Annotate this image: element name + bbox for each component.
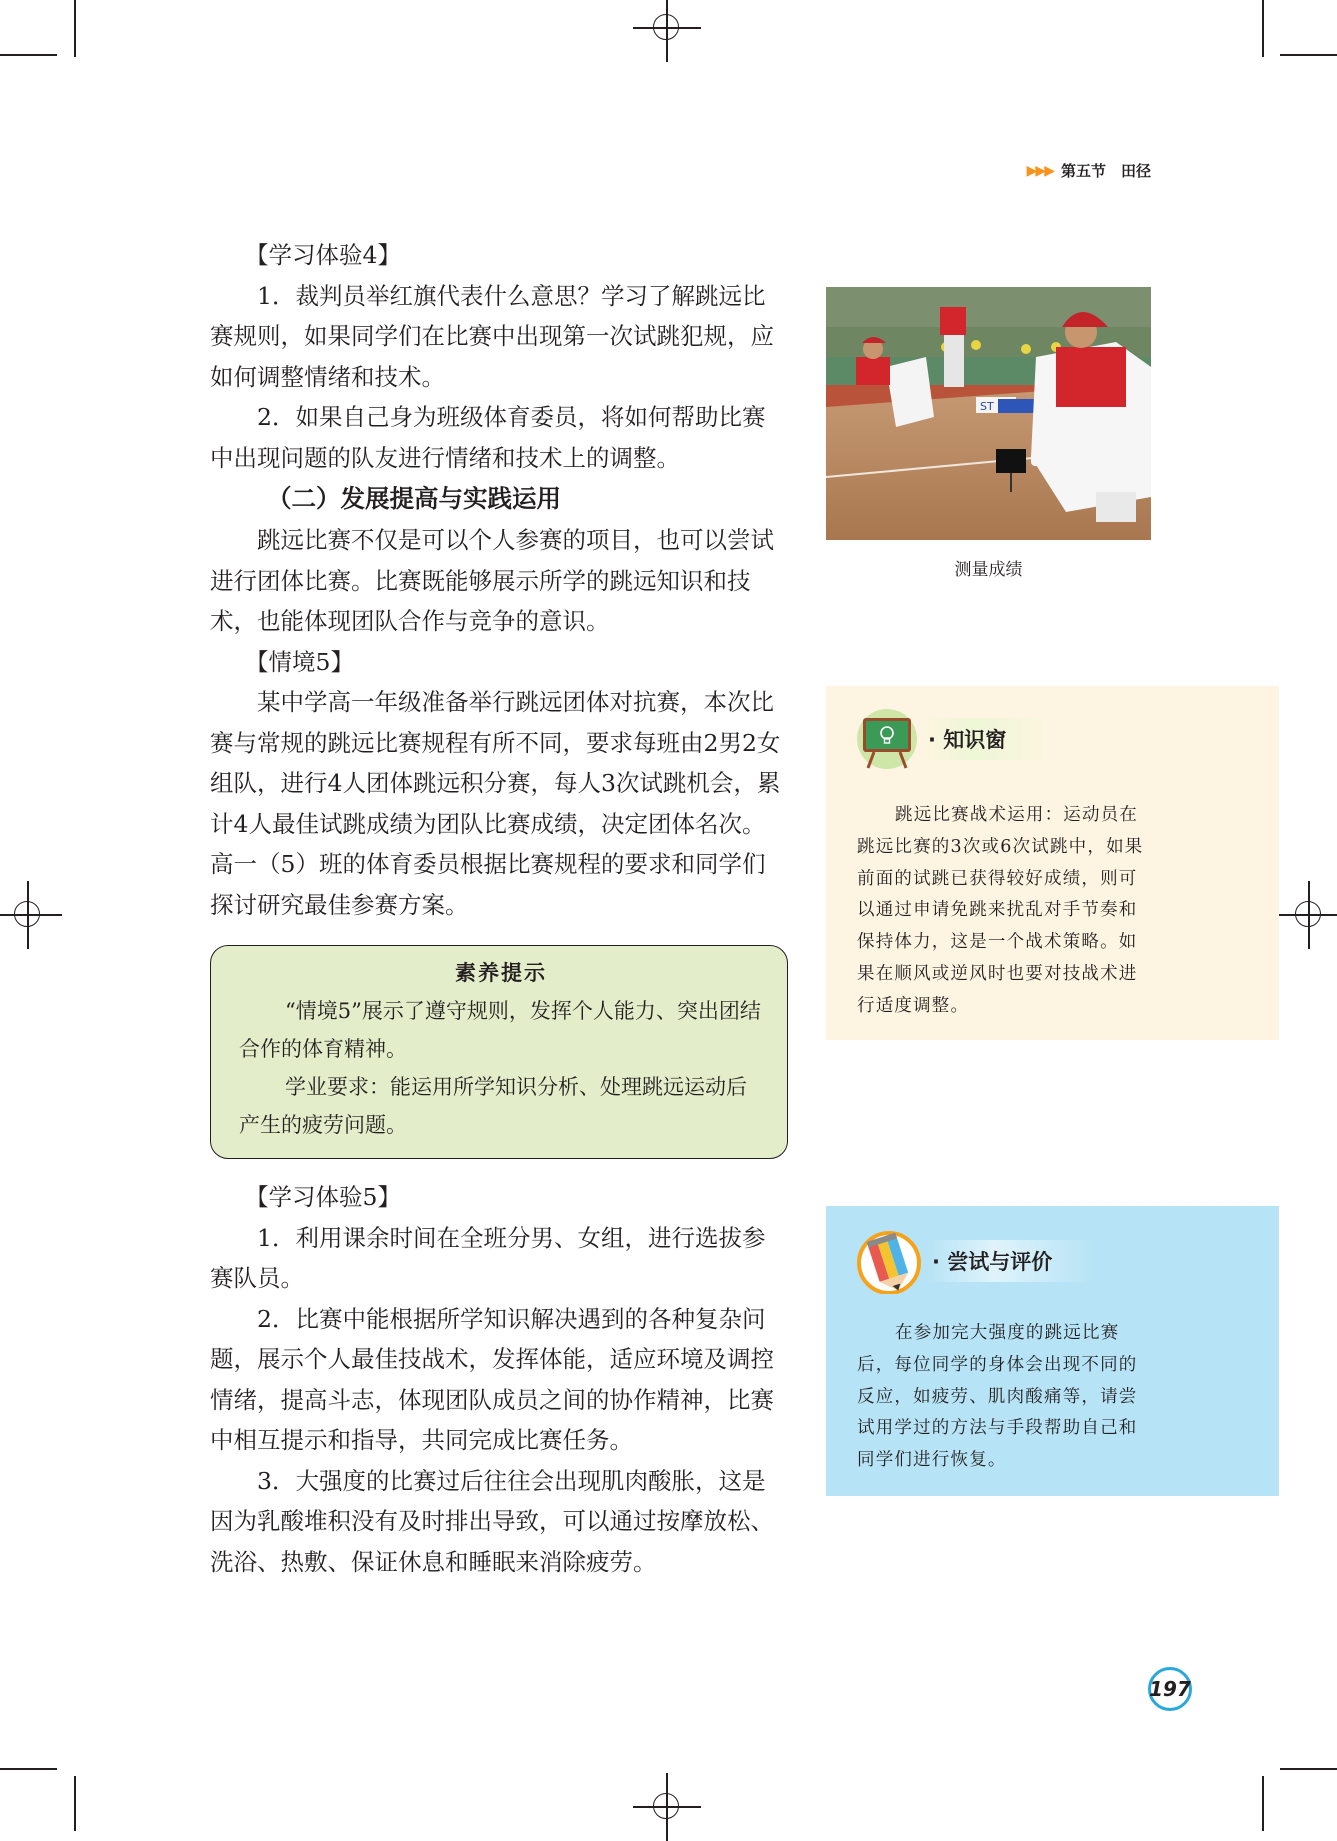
trial-label: · 尝试与评价 [926,1240,1096,1282]
tip-title: 素养提示 [455,960,547,985]
knowledge-header [856,708,1050,770]
knowledge-window [826,686,1279,1040]
trial-header [856,1228,1096,1294]
trial-text-block [857,1318,1147,1477]
exp5-item-3: 3．大强度的比赛过后往往会出现肌肉酸胀，这是因为乳酸堆积没有及时排出导致，可以通过按摩放松、洗浴、热敷、保证休息和睡眠来消除疲劳。 [210,1466,774,1576]
running-head [1027,160,1151,181]
scene5-title: 【情境5】 [245,647,354,676]
section-title: 第五节 田径 [1060,162,1151,180]
photo-caption: 测量成绩 [954,560,1023,580]
scene5-text: 某中学高一年级准备举行跳远团体对抗赛，本次比赛与常规的跳远比赛规程有所不同，要求每班由2男2女组队，进行4人团体跳远积分赛，每人3次试跳机会，累计4人最佳试跳成绩为团队比赛成绩，决定团体名次。高一（5）班的体育委员根据比赛规程的要求和同学们探讨研究最佳参赛方案。 [210,688,781,919]
chalkboard-lightbulb-icon [856,708,918,770]
exp4-item-1: 1．裁判员举红旗代表什么意思？学习了解跳远比赛规则，如果同学们在比赛中出现第一次试跳犯规，应如何调整情绪和技术。 [210,281,774,391]
trial-text: 在参加完大强度的跳远比赛后，每位同学的身体会出现不同的反应，如疲劳、肌肉酸痛等，请尝试用学过的方法与手段帮助自己和同学们进行恢复。 [857,1323,1138,1471]
registration-mark-left [6,893,50,937]
triple-arrow-icon: ▶▶▶ [1026,162,1053,179]
page-number: 197 [1148,1667,1192,1711]
knowledge-text: 跳远比赛战术运用：运动员在跳远比赛的3次或6次试跳中，如果前面的试跳已获得较好成绩，则可以通过申请免跳来扰乱对手节奏和保持体力，这是一个战术策略。如果在顺风或逆风时也要对技战术进行适度调整。 [857,805,1144,1016]
knowledge-text-block [857,800,1147,1023]
section-heading: （二）发展提高与实践运用 [267,484,561,513]
exp4-item-2: 2．如果自己身为班级体育委员，将如何帮助比赛中出现问题的队友进行情绪和技术上的调整。 [210,403,766,472]
intro-paragraph: 跳远比赛不仅是可以个人参赛的项目，也可以尝试进行团体比赛。比赛既能够展示所学的跳远知识和技术，也能体现团队合作与竞争的意识。 [210,526,774,635]
exp5-item-2: 2．比赛中能根据所学知识解决遇到的各种复杂问题，展示个人最佳技战术，发挥体能，适应环境及调控情绪，提高斗志，体现团队成员之间的协作精神，比赛中相互提示和指导，共同完成比赛任务。 [210,1304,774,1454]
long-jump-measuring-photo [826,287,1151,540]
exp5-title: 【学习体验5】 [245,1183,401,1211]
photo-sign-text: ST [980,400,994,413]
knowledge-label: · 知识窗 [922,718,1050,760]
trial-evaluation-window [826,1206,1279,1496]
registration-mark-top [645,6,689,50]
tip-paragraph-1: “情境5”展示了遵守规则，发挥个人能力、突出团结合作的体育精神。 [239,999,761,1061]
registration-mark-right [1287,893,1331,937]
registration-mark-bottom [645,1785,689,1829]
tip-paragraph-2: 学业要求：能运用所学知识分析、处理跳远运动后产生的疲劳问题。 [239,1075,747,1137]
pencil-icon [856,1228,922,1294]
exp5-item-1: 1．利用课余时间在全班分男、女组，进行选拔参赛队员。 [210,1223,766,1292]
literacy-tip-box [210,945,788,1159]
main-column [210,235,788,1582]
exp4-title: 【学习体验4】 [245,241,401,269]
